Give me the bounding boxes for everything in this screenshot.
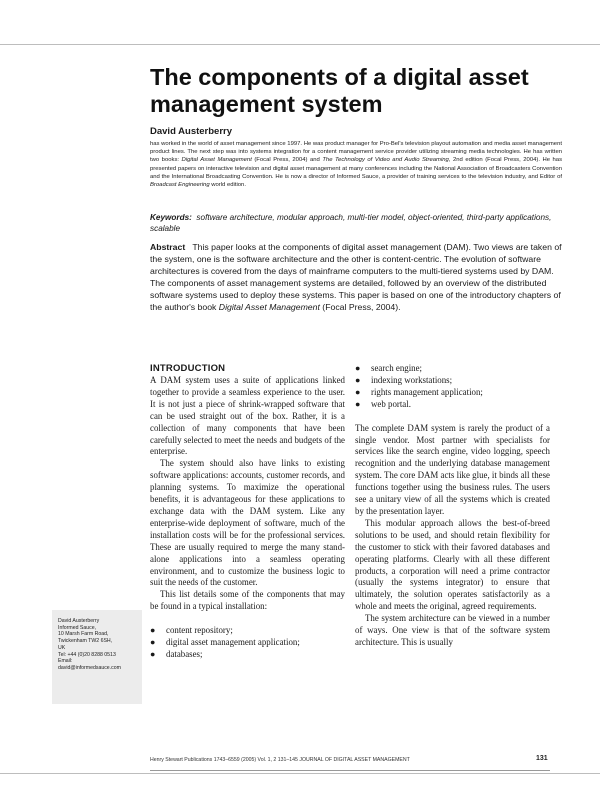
component-list — [150, 625, 345, 661]
paragraph: The complete DAM system is rarely the product of a single vendor. Most partner with specialists for services like the search engine, video logging, speech recognition and the underlying database management system. The core DAM acts like glue, it binds all these functions together using the business rules. The users see a unitary view of all the systems which is created by the presentation layer. — [355, 422, 550, 516]
bullet-icon: ● — [150, 648, 156, 659]
bullet-icon: ● — [355, 363, 361, 373]
bullet-icon: ● — [150, 637, 156, 648]
bullet-icon: ● — [355, 374, 361, 385]
bullet-icon: ● — [150, 625, 156, 636]
author-contact-box — [52, 610, 142, 704]
contact-line: David Austerberry — [58, 618, 100, 624]
list-item: ● rights management application; — [355, 386, 483, 397]
keywords-label: Keywords: — [150, 213, 192, 222]
paragraph: This list details some of the components that may be found in a typical installation: — [150, 589, 345, 612]
paragraph: A DAM system uses a suite of applications linked together to provide a seamless experience to the user. It is not just a piece of shrink-wrapped software that can be used straight out of the box. Rather, it is a collection of many components that have been carefully selected to meet the needs and budgets of the enterprise. — [150, 375, 345, 457]
contact-email: david@informedsauce.com — [58, 664, 121, 671]
abstract-label: Abstract — [150, 242, 186, 252]
list-item: ● databases; — [150, 648, 203, 659]
contact-line: Email: — [58, 658, 73, 665]
list-item: ● content repository; — [150, 625, 233, 636]
list-item: ● indexing workstations; — [355, 374, 453, 385]
bullet-icon: ● — [355, 386, 361, 397]
top-rule — [0, 44, 600, 45]
contact-line: Informed Sauce, — [58, 624, 97, 631]
author-name: David Austerberry — [150, 126, 233, 137]
list-item: ● digital asset management application; — [150, 637, 300, 648]
author-bio: has worked in the world of asset management since 1997. He was product manager for Pro-Bel's television playout automation and media asset management product lines. The next step was into systems integration for a content management service provider utilizing streaming media technologies. He has written two books: Digital Asset Management (Focal Press, 2004) and The Technology of Video and Audio Streaming, 2nd edition (Focal Press, 2004). He has presented papers on interactive television and digital asset management at many conferences including the National Association of Broadcasters Convention and the International Broadcasting Convention. He is now a director of Informed Sauce, a provider of training services to the television industry, and Editor of Broadcast Engineering world edition. — [150, 141, 563, 189]
contact-line: UK — [58, 644, 66, 651]
list-item: ● web portal. — [355, 398, 411, 409]
bottom-rule — [0, 773, 600, 774]
right-column — [355, 363, 550, 649]
page-number: 131 — [536, 755, 548, 762]
bullet-icon: ● — [355, 398, 361, 409]
contact-line: Tel: +44 (0)20 8288 0513 — [58, 651, 116, 658]
contact-line: Twickenham TW2 6SH, — [58, 638, 113, 645]
footer-citation: Henry Stewart Publications 1743–6559 (2005) Vol. 1, 2 131–145 JOURNAL OF DIGITAL ASSET MANAGEMENT — [150, 757, 410, 763]
contact-line: 10 Marsh Farm Road, — [58, 631, 109, 638]
footer-rule — [150, 770, 550, 771]
paragraph: The system should also have links to existing software applications: accounts, customer records, and planning systems. To maximize the operational benefits, it is advantageous for these applications to exchange data with the DAM system. Like any enterprise-wide deployment of software, much of the installation costs will be for the professional services. These are usually required to merge the many stand-alone applications into a seamless operating environment, and to customize the business logic to suit the needs of the customer. — [150, 458, 345, 588]
paragraph: This modular approach allows the best-of-breed solutions to be used, and should retain flexibility for the customer to stick with their favored databases and operating platforms. Clearly with all these different products, a corporation will need a prime contractor (usually the systems integrator) to ensure that ultimately, the solution operates satisfactorily as a whole and meets the original, agreed requirements. — [355, 517, 550, 612]
abstract: Abstract This paper looks at the components of digital asset management (DAM). Two views are taken of the system, one is the software architecture and the other is content-centric. The evolution of software architectures is covered from the days of mainframe computers to the multi-tiered systems used by DAM. The components of asset management systems are detailed, followed by an overview of the distributed software systems used to deploy these systems. This paper is based on one of the introductory chapters of the author's book Digital Asset Management (Focal Press, 2004). — [150, 242, 562, 312]
left-column — [150, 363, 345, 661]
list-item: ● search engine; — [355, 363, 423, 373]
keywords — [150, 212, 562, 234]
paragraph: The system architecture can be viewed in a number of ways. One view is that of the software system architecture. This is usually — [355, 613, 550, 647]
keywords-list: software architecture, modular approach, multi-tier model, object-oriented, third-party applications, scalable — [150, 213, 552, 233]
article-title: The components of a digital asset management system — [150, 64, 529, 117]
section-heading: INTRODUCTION — [150, 363, 226, 374]
component-list — [355, 363, 550, 411]
page-footer — [150, 755, 550, 785]
